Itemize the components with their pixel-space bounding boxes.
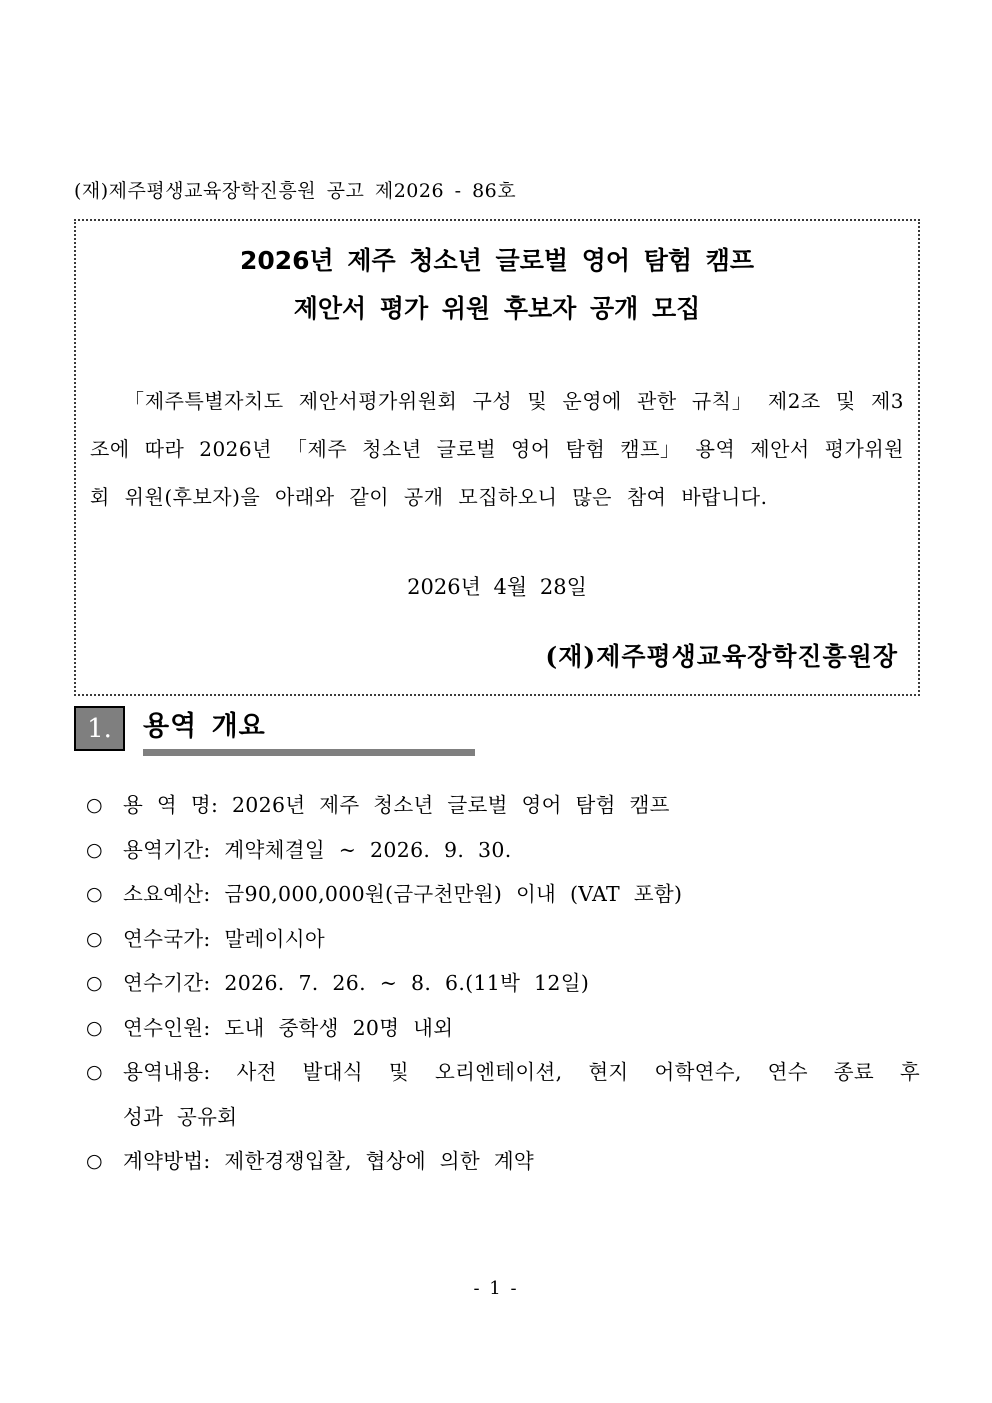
notice-date: 2026년 4월 28일 — [407, 575, 587, 599]
circle-bullet-icon: ○ — [86, 927, 103, 950]
notice-title-line2: 제안서 평가 위원 후보자 공개 모집 — [293, 294, 701, 323]
item-service-content-line2: 성과 공유회 — [123, 1104, 238, 1129]
item-service-content-line1: 용역내용: 사전 발대식 및 오리엔테이션, 현지 어학연수, 연수 종료 후 — [123, 1060, 920, 1084]
item-contract-method: 계약방법: 제한경쟁입찰, 협상에 의한 계약 — [123, 1149, 535, 1173]
item-service-period: 용역기간: 계약체결일 ~ 2026. 9. 30. — [123, 837, 512, 862]
notice-signer: (재)제주평생교육장학진흥원장 — [545, 642, 898, 671]
page-number: - 1 - — [473, 1278, 519, 1299]
list-item — [86, 1006, 920, 1051]
circle-bullet-icon: ○ — [86, 1016, 103, 1039]
list-item — [86, 828, 920, 873]
notice-title-line1: 2026년 제주 청소년 글로벌 영어 탐험 캠프 — [239, 246, 755, 275]
item-service-name: 용 역 명: 2026년 제주 청소년 글로벌 영어 탐험 캠프 — [123, 793, 670, 817]
circle-bullet-icon: ○ — [86, 794, 103, 816]
circle-bullet-icon: ○ — [86, 838, 103, 861]
item-participants: 연수인원: 도내 중학생 20명 내외 — [123, 1015, 454, 1040]
list-item — [86, 1139, 920, 1184]
section-title-wrap — [143, 706, 475, 756]
section-title-underline-bar — [143, 749, 475, 756]
section-1-header — [74, 706, 922, 756]
circle-bullet-icon: ○ — [86, 972, 103, 994]
circle-bullet-icon: ○ — [86, 1150, 103, 1172]
list-item — [86, 872, 920, 917]
list-item — [86, 917, 920, 962]
notice-box — [74, 219, 920, 696]
doc-number-line: (재)제주평생교육장학진흥원 공고 제2026 - 86호 — [74, 180, 517, 202]
overview-list — [74, 783, 920, 1184]
item-budget: 소요예산: 금90,000,000원(금구천만원) 이내 (VAT 포함) — [123, 882, 683, 906]
section-title: 용역 개요 — [143, 711, 266, 742]
item-training-period: 연수기간: 2026. 7. 26. ~ 8. 6.(11박 12일) — [123, 971, 590, 995]
list-item — [86, 961, 920, 1006]
list-item — [86, 1050, 920, 1139]
item-training-country: 연수국가: 말레이시아 — [123, 926, 325, 951]
section-number-badge: 1. — [74, 706, 125, 751]
list-item — [86, 783, 920, 828]
notice-body-paragraph: 「제주특별자치도 제안서평가위원회 구성 및 운영에 관한 규칙」 제2조 및 제3조에 따라 2026년 「제주 청소년 글로벌 영어 탐험 캠프」 용역 제안서 평가위원회 위원(후보자)을 아래와 같이 공개 모집하오니 많은 참여 바랍니다. — [90, 389, 904, 509]
circle-bullet-icon: ○ — [86, 883, 103, 905]
circle-bullet-icon: ○ — [86, 1061, 103, 1083]
notice-title — [90, 237, 904, 333]
